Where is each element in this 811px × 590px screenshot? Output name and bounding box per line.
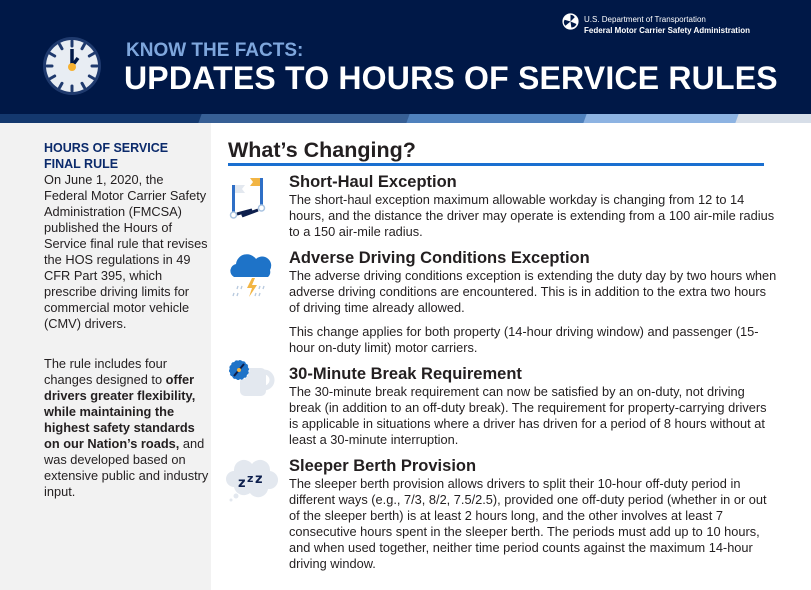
sidebar-heading: HOURS OF SERVICE FINAL RULE [44, 141, 169, 171]
header-banner [0, 0, 811, 114]
storm-cloud-icon [226, 250, 278, 302]
item-body-adverse: The adverse driving conditions exception is extending the duty day by two hours when adverse driving conditions are encountered. This is in addition to the extra two hours of driving time already allowed. [289, 268, 777, 315]
sidebar [0, 123, 211, 590]
item-body-sleeper: The sleeper berth provision allows drivers to split their 10-hour off-duty period in different ways (e.g., 7/3, 8/2, 7.5/2.5), provided one off-duty period (whether in or out of the sleeper berth) is at least 2 hours long, and the other involves at least 7 consecutive hours spent in the sleeper berth. The periods must add up to 10 hours, and when used together, neither time period counts against the maximum 14-hour driving window. [289, 476, 767, 571]
header-stripe [0, 114, 811, 123]
svg-text:z: z [255, 472, 263, 487]
item-body-short-haul: The short-haul exception maximum allowable workday is changing from 12 to 14 hours, and the distance the driver may operate is extending from a 100 air-mile radius to a 150 air-mile radius. [289, 192, 775, 239]
item-title-adverse: Adverse Driving Conditions Exception [289, 249, 590, 267]
coffee-break-icon [226, 358, 278, 410]
item-title-short-haul: Short-Haul Exception [289, 173, 457, 191]
item-body-adverse-2: This change applies for both property (14-hour driving window) and passenger (15-hour on-duty limit) motor carriers. [289, 324, 759, 355]
svg-text:z: z [247, 472, 254, 485]
sleep-zzz-icon [226, 457, 278, 509]
page-title: UPDATES TO HOURS OF SERVICE RULES [124, 60, 778, 96]
dot-logo-icon [562, 13, 579, 30]
item-title-break: 30-Minute Break Requirement [289, 365, 522, 383]
sidebar-p2-end: and was developed based on extensive public and industry input. [44, 436, 209, 499]
clock-icon [42, 36, 102, 96]
svg-text:z: z [238, 476, 246, 491]
flags-route-icon [226, 175, 278, 227]
heading-rule [228, 163, 764, 166]
sidebar-p2-start: The rule includes four changes designed to [44, 356, 168, 387]
agency-line-2: Federal Motor Carrier Safety Administration [584, 26, 750, 35]
sidebar-paragraph-1: On June 1, 2020, the Federal Motor Carrier Safety Administration (FMCSA) published the Hours of Service final rule that revises the HOS regulations in 49 CFR Part 395, which prescribe driving limits for commercial motor vehicle (CMV) drivers. [44, 172, 208, 331]
agency-name [584, 14, 750, 36]
sidebar-paragraph-2 [44, 356, 212, 500]
item-body-break: The 30-minute break requirement can now be satisfied by an on-duty, not driving break (in addition to an off-duty break). The requirement for property-carrying drivers is applicable in situations where a driver has driven for a period of 8 hours without at least a 30-minute interruption. [289, 384, 767, 447]
agency-line-1: U.S. Department of Transportation [584, 15, 706, 24]
kicker-text: KNOW THE FACTS: [126, 40, 304, 61]
section-heading: What’s Changing? [228, 138, 416, 162]
sidebar-p2-bold: offer drivers greater flexibility, while maintaining the highest safety standards on our Nation’s roads, [44, 372, 196, 451]
item-title-sleeper: Sleeper Berth Provision [289, 457, 477, 475]
